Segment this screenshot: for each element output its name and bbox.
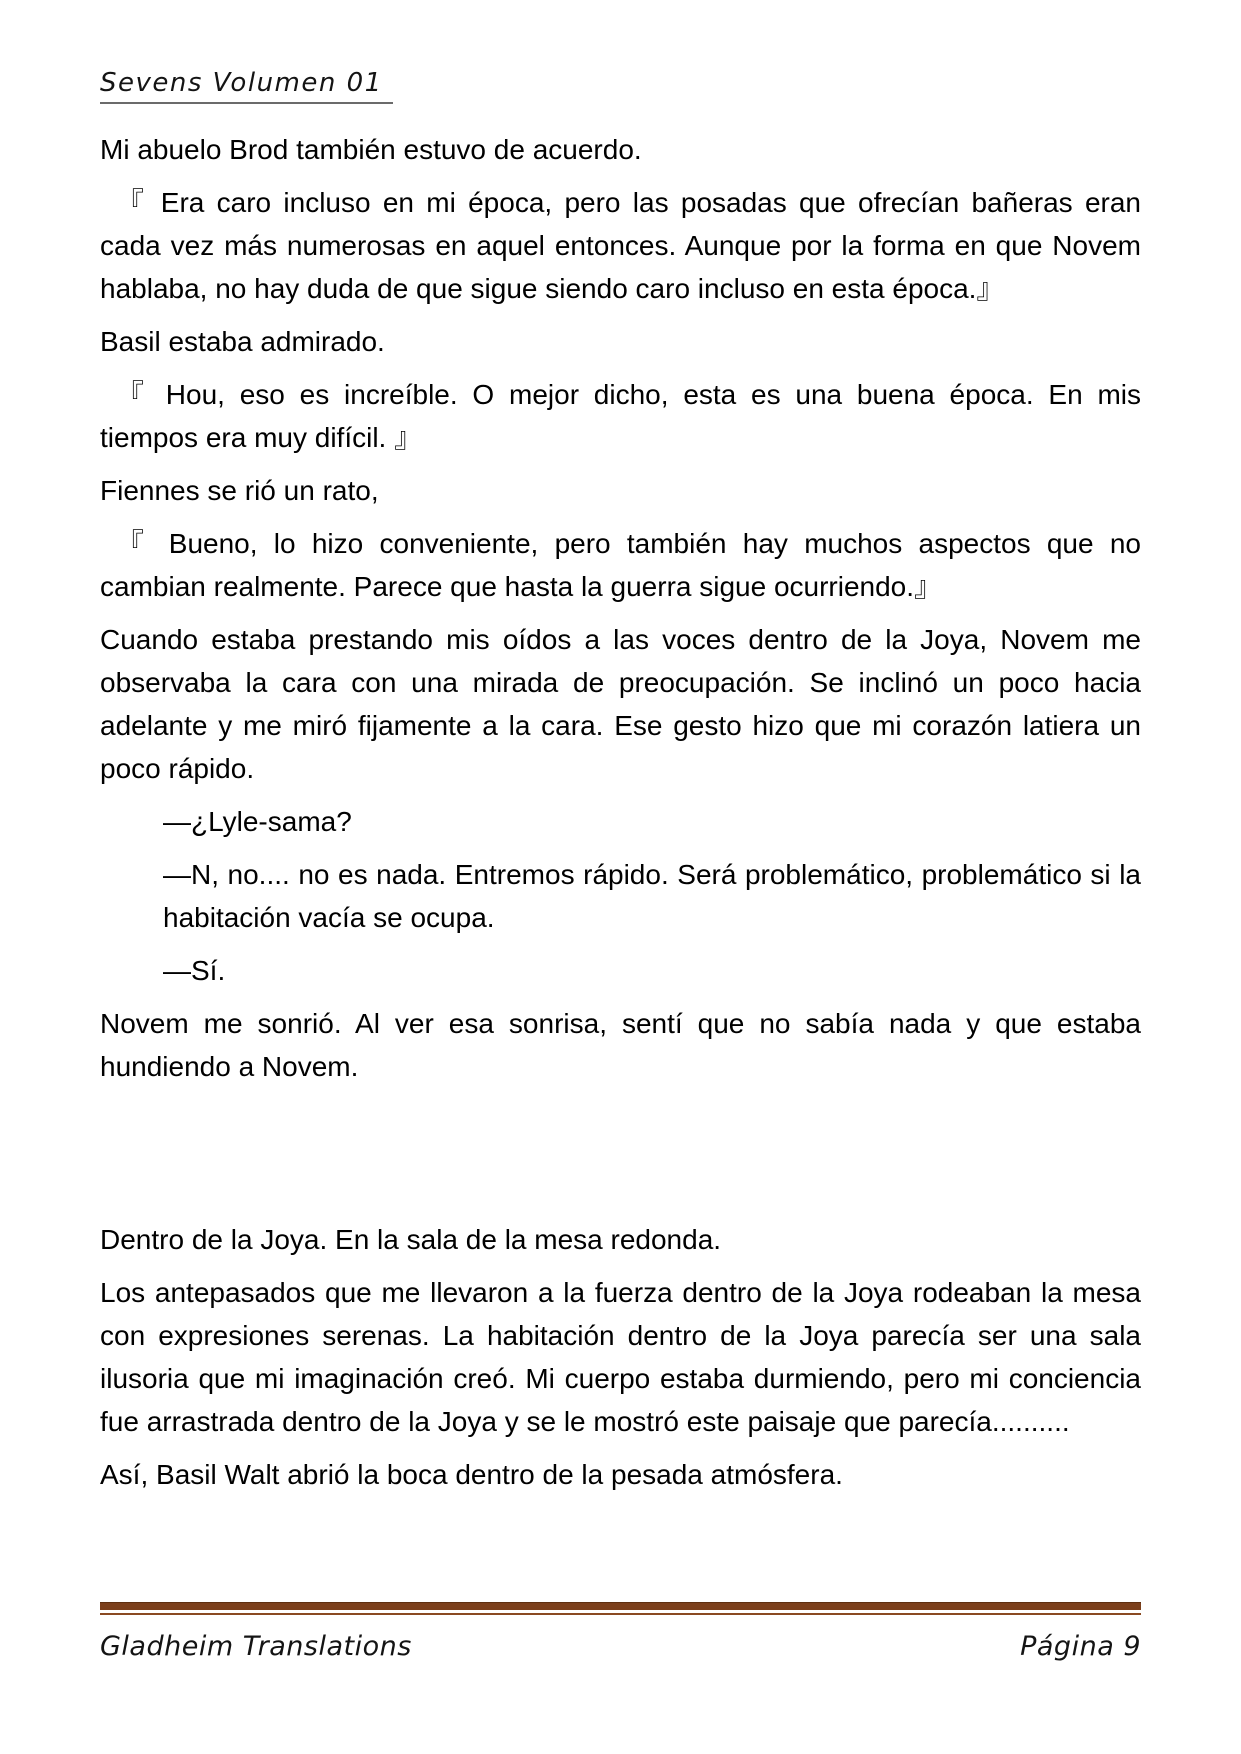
footer-text-row xyxy=(100,1631,1141,1662)
document-body xyxy=(100,128,1141,1506)
narration-paragraph: Novem me sonrió. Al ver esa sonrisa, sentí que no sabía nada y que estaba hundiendo a Novem. xyxy=(100,1008,1141,1082)
page-header xyxy=(100,68,393,104)
narration-paragraph: Basil estaba admirado. xyxy=(100,326,385,357)
dialogue-paragraph: —Sí. xyxy=(163,955,226,986)
footer-rule-thick xyxy=(100,1602,1141,1610)
narration-paragraph: Fiennes se rió un rato, xyxy=(100,475,379,506)
narration-paragraph: Cuando estaba prestando mis oídos a las voces dentro de la Joya, Novem me observaba la cara con una mirada de preocupación. Se inclinó un poco hacia adelante y me miró fijamente a la cara. Ese gesto hizo que mi corazón latiera un poco rápido. xyxy=(100,624,1141,784)
volume-title: Sevens Volumen 01 xyxy=(100,68,393,104)
narration-paragraph: Los antepasados que me llevaron a la fuerza dentro de la Joya rodeaban la mesa con expresiones serenas. La habitación dentro de la Joya parecía ser una sala ilusoria que mi imaginación creó. Mi cuerpo estaba durmiendo, pero mi conciencia fue arrastrada dentro de la Joya y se le mostró este paisaje que parecía.......... xyxy=(100,1277,1141,1437)
quote-paragraph: 『 Era caro incluso en mi época, pero las posadas que ofrecían bañeras eran cada vez más numerosas en aquel entonces. Aunque por la forma en que Novem hablaba, no hay duda de que sigue siendo caro incluso en esta época.』 xyxy=(100,187,1141,304)
page-footer xyxy=(100,1602,1141,1662)
dialogue-paragraph: —N, no.... no es nada. Entremos rápido. Será problemático, problemático si la habitación vacía se ocupa. xyxy=(163,859,1141,933)
quote-paragraph: 『 Hou, eso es increíble. O mejor dicho, esta es una buena época. En mis tiempos era muy difícil. 』 xyxy=(100,379,1141,453)
narration-paragraph: Así, Basil Walt abrió la boca dentro de la pesada atmósfera. xyxy=(100,1459,843,1490)
page-number: Página 9 xyxy=(1020,1631,1141,1662)
narration-paragraph: Dentro de la Joya. En la sala de la mesa redonda. xyxy=(100,1224,722,1255)
dialogue-paragraph: —¿Lyle-sama? xyxy=(163,806,352,837)
narration-paragraph: Mi abuelo Brod también estuvo de acuerdo. xyxy=(100,134,642,165)
quote-paragraph: 『 Bueno, lo hizo conveniente, pero también hay muchos aspectos que no cambian realmente. Parece que hasta la guerra sigue ocurriendo.』 xyxy=(100,528,1141,602)
translator-credit: Gladheim Translations xyxy=(100,1631,412,1662)
scene-break-spacer xyxy=(100,1098,1141,1218)
footer-rule-thin xyxy=(100,1613,1141,1615)
